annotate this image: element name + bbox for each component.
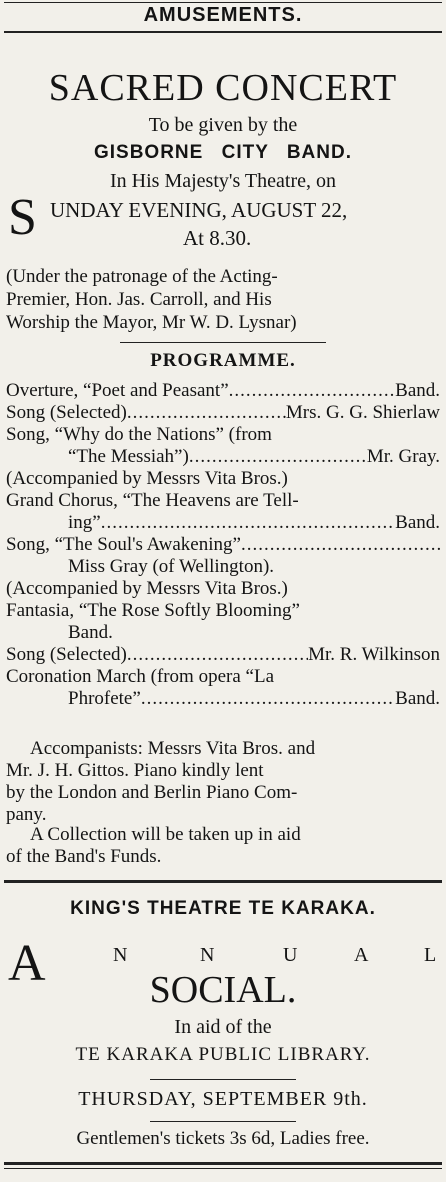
programme-item-performer: Mrs. G. G. Shierlaw [285, 402, 440, 423]
social-date: THURSDAY, SEPTEMBER 9th. [78, 1088, 368, 1110]
concert-title: SACRED CONCERT [48, 67, 398, 109]
programme-item [6, 534, 440, 556]
programme-item-performer: Band. [395, 380, 440, 401]
programme-item [68, 556, 440, 578]
band-name: GISBORNE CITY BAND. [93, 142, 352, 163]
drop-cap-s: S [8, 189, 37, 246]
programme-item-text: (Accompanied by Messrs Vita Bros.) [6, 578, 288, 599]
programme-item [68, 446, 440, 468]
programme-item-text: Coronation March (from opera “La [6, 666, 275, 687]
notes-line: A Collection will be taken up in aid [30, 824, 301, 845]
annual-letter: A [354, 944, 369, 966]
bottom-rule [4, 1162, 442, 1165]
programme-item-performer: Band. [395, 512, 440, 533]
social-venue: KING'S THEATRE TE KARAKA. [70, 898, 376, 919]
programme-heading: PROGRAMME. [150, 350, 296, 371]
patronage-line: Premier, Hon. Jas. Carroll, and His [6, 289, 272, 310]
short-rule [150, 1121, 296, 1122]
leader-dots [141, 688, 395, 710]
programme-item-performer: Mr. R. Wilkinson [308, 644, 440, 665]
short-rule [120, 342, 326, 343]
programme-item [6, 490, 440, 512]
programme-item [6, 666, 440, 688]
social-tickets: Gentlemen's tickets 3s 6d, Ladies free. [76, 1128, 370, 1149]
leader-dots [127, 644, 308, 666]
notes-line: pany. [6, 804, 47, 825]
programme-item-performer: Band. [395, 688, 440, 709]
social-library: TE KARAKA PUBLIC LIBRARY. [75, 1044, 371, 1065]
programme-item-title: Overture, “Poet and Peasant” [6, 380, 229, 401]
concert-intro: To be given by the [148, 114, 298, 136]
programme-item-title: Phrofete” [68, 688, 141, 709]
programme-item [68, 512, 440, 534]
programme-item [6, 402, 440, 424]
social-title: SOCIAL. [149, 969, 297, 1011]
bottom-rule-thin [4, 1168, 442, 1169]
divider-rule [4, 880, 442, 883]
notes-line: by the London and Berlin Piano Com- [6, 782, 298, 803]
programme-item [68, 622, 440, 644]
annual-letter: U [283, 944, 298, 966]
leader-dots [127, 402, 286, 424]
programme-item [68, 688, 440, 710]
programme-item [6, 468, 440, 490]
programme-item [6, 600, 440, 622]
programme-item-text: Miss Gray (of Wellington). [68, 556, 275, 577]
leader-dots [241, 534, 440, 556]
leader-dots [229, 380, 396, 402]
programme-item-title: ing” [68, 512, 101, 533]
concert-venue: In His Majesty's Theatre, on [110, 170, 336, 192]
programme-item-text: (Accompanied by Messrs Vita Bros.) [6, 468, 288, 489]
leader-dots [189, 446, 367, 468]
programme-item [6, 380, 440, 402]
notes-line: Accompanists: Messrs Vita Bros. and [30, 738, 316, 759]
notes-line: of the Band's Funds. [6, 846, 162, 867]
programme-item-title: Song, “The Soul's Awakening” [6, 534, 241, 555]
annual-letter: L [424, 944, 437, 966]
top-rule [4, 2, 442, 3]
programme-item [6, 578, 440, 600]
concert-date: UNDAY EVENING, AUGUST 22, [50, 198, 348, 222]
patronage-line: Worship the Mayor, Mr W. D. Lysnar) [6, 312, 297, 333]
heading-rule [4, 31, 442, 33]
annual-letter: A [8, 935, 46, 992]
leader-dots [101, 512, 395, 534]
programme-item-text: Band. [68, 622, 113, 643]
programme-item-text: Fantasia, “The Rose Softly Blooming” [6, 600, 300, 621]
short-rule [150, 1079, 296, 1080]
programme-item-text: Grand Chorus, “The Heavens are Tell- [6, 490, 299, 511]
programme-item-title: Song (Selected) [6, 402, 127, 423]
programme-item-title: Song (Selected) [6, 644, 127, 665]
annual-letter: N [200, 944, 215, 966]
annual-letter: N [113, 944, 128, 966]
social-aid: In aid of the [174, 1016, 272, 1038]
programme-item-text: Song, “Why do the Nations” (from [6, 424, 272, 445]
programme-item-performer: Mr. Gray. [366, 446, 440, 467]
patronage-line: (Under the patronage of the Acting- [6, 266, 278, 287]
section-heading: AMUSEMENTS. [143, 4, 303, 26]
programme-item [6, 424, 440, 446]
concert-time: At 8.30. [183, 226, 252, 250]
programme-item [6, 644, 440, 666]
programme-item-title: “The Messiah”) [68, 446, 189, 467]
notes-line: Mr. J. H. Gittos. Piano kindly lent [6, 760, 264, 781]
